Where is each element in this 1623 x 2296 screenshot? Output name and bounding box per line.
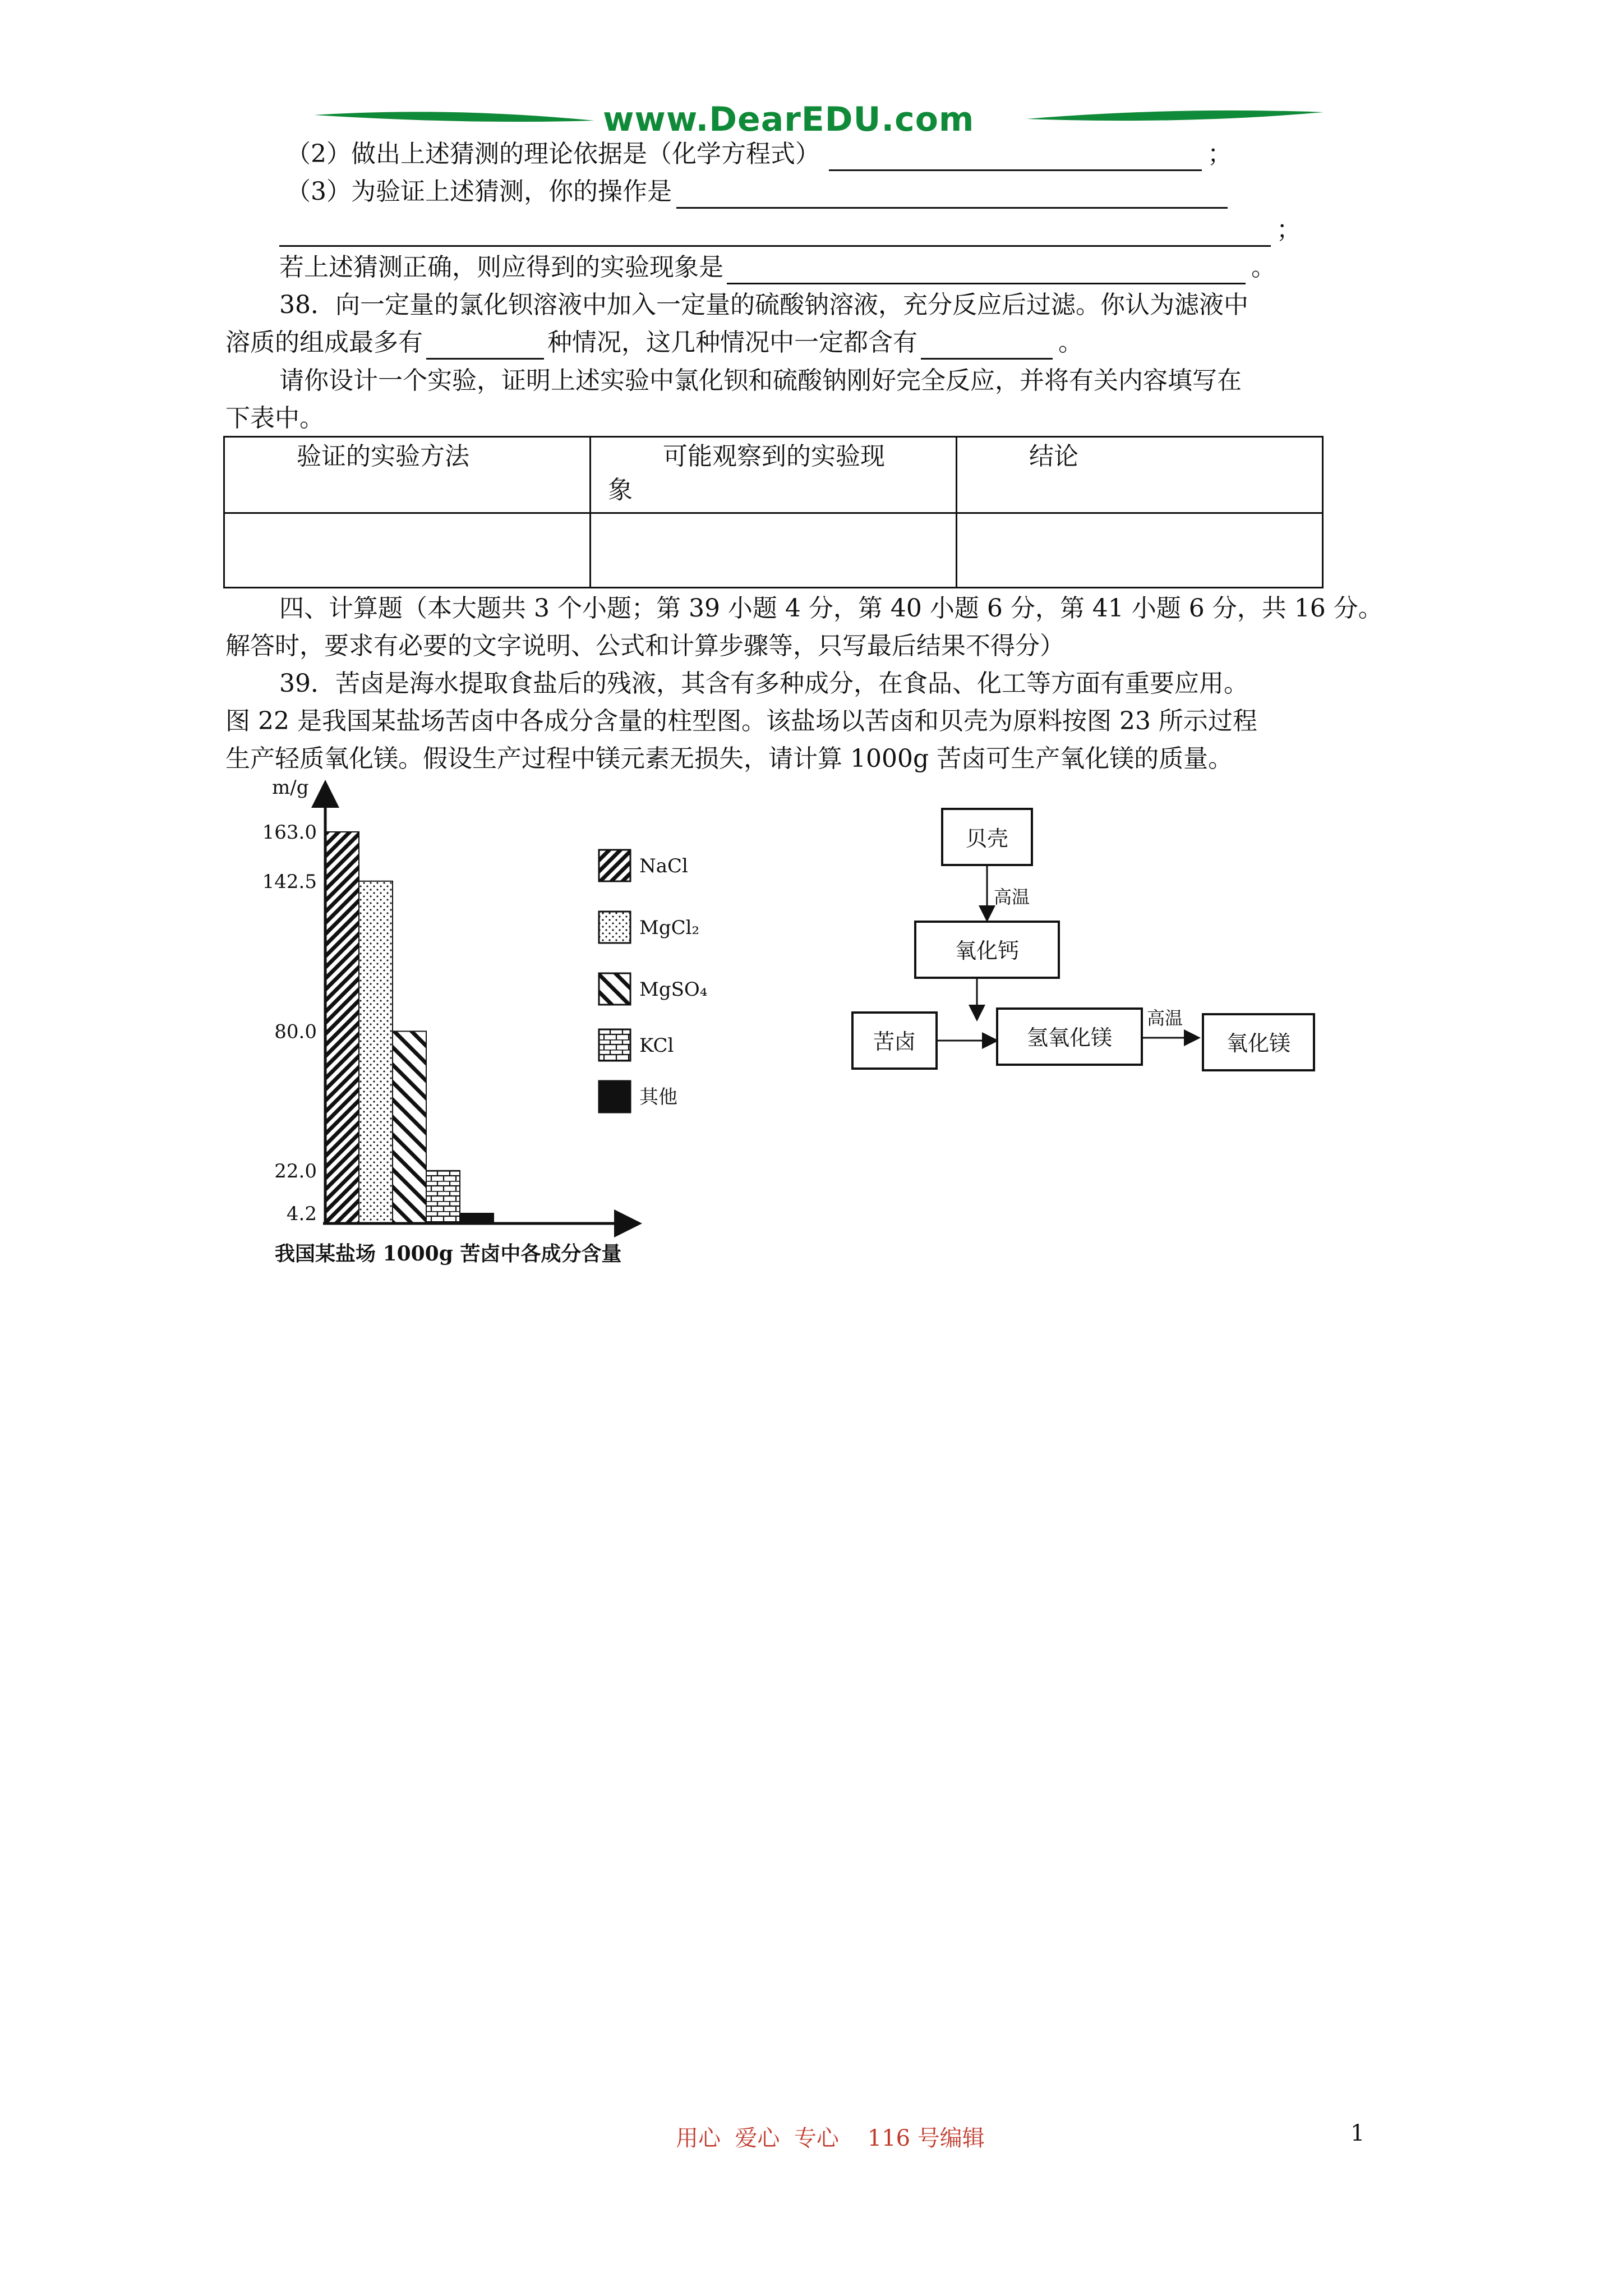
flow-cao-label: 氧化钙: [955, 938, 1020, 963]
tick-label-2: 80.0: [274, 1020, 317, 1043]
legend-label-3: KCl: [639, 1034, 674, 1057]
table-header-phenomenon: 可能观察到的实验现 象: [591, 437, 957, 513]
table-cell-phenomenon[interactable]: [591, 513, 957, 588]
flow-high-temp-2: 高温: [1147, 1007, 1183, 1029]
legend-swatch-4: [599, 1081, 630, 1112]
header-site-link[interactable]: www.DearEDU.com: [603, 100, 975, 139]
bar-2: [393, 1031, 426, 1223]
q38-end: 。: [1058, 328, 1083, 357]
table-cell-conclusion[interactable]: [957, 513, 1323, 588]
experiment-table: [223, 436, 1324, 588]
flow-mgo-label: 氧化镁: [1226, 1031, 1291, 1056]
q39-line-1: 39．苦卤是海水提取食盐后的残液，其含有多种成分，在食品、化工等方面有重要应用。: [279, 669, 1248, 698]
q38-text-2: 种情况，这几种情况中一定都含有: [547, 328, 917, 357]
header-left-wave: [314, 112, 594, 122]
q3-answer-blank[interactable]: [676, 182, 1228, 209]
legend-swatch-1: [599, 912, 630, 943]
phenomenon-answer-blank[interactable]: [727, 258, 1246, 284]
tick-label-1: 142.5: [262, 870, 317, 893]
brine-composition-chart: [224, 776, 708, 1271]
design-line-2: 下表中。: [225, 404, 324, 432]
phenomenon-text: 若上述猜测正确，则应得到的实验现象是: [279, 253, 723, 282]
phenomenon-line: [279, 251, 1276, 284]
q38-line-2: [225, 326, 1083, 360]
table-header-conclusion: 结论: [957, 437, 1323, 513]
bar-4: [460, 1213, 494, 1223]
q3-answer-blank-2[interactable]: [279, 220, 1271, 247]
section4-line-1: 四、计算题（本大题共 3 个小题；第 39 小题 4 分，第 40 小题 6 分，第 41 小题 6 分，共 16 分。: [279, 594, 1383, 623]
footer-editor-note: 用心 爱心 专心 116 号编辑: [676, 2125, 985, 2151]
bar-1: [359, 881, 393, 1223]
q3-continuation: [279, 213, 1301, 247]
flow-brine-label: 苦卤: [873, 1029, 916, 1054]
process-flow-diagram: [852, 808, 1324, 1088]
q39-line-2: 图 22 是我国某盐场苦卤中各成分含量的柱型图。该盐场以苦卤和贝壳为原料按图 23 所示过程: [225, 707, 1257, 735]
legend-label-0: NaCl: [639, 855, 688, 877]
q38-count-blank[interactable]: [426, 333, 544, 360]
page-number: 1: [1350, 2120, 1365, 2146]
chart-xlabel: 我国某盐场 1000g 苦卤中各成分含量: [275, 1242, 622, 1266]
bar-0: [325, 832, 359, 1223]
table-cell-method[interactable]: [224, 513, 591, 588]
tick-label-3: 22.0: [274, 1159, 317, 1182]
legend-swatch-3: [599, 1029, 630, 1061]
bar-3: [426, 1171, 460, 1223]
legend-label-4: 其他: [639, 1086, 677, 1108]
tick-label-0: 163.0: [262, 821, 317, 844]
q38-line-1: 38．向一定量的氯化钡溶液中加入一定量的硫酸钠溶液，充分反应后过滤。你认为滤液中: [279, 291, 1248, 319]
header-right-wave: [1026, 111, 1324, 121]
q38-text-1: 溶质的组成最多有: [225, 328, 423, 357]
section4-line-2: 解答时，要求有必要的文字说明、公式和计算步骤等，只写最后结果不得分）: [225, 632, 1064, 660]
legend-swatch-0: [599, 850, 630, 881]
flow-mgoh2-label: 氢氧化镁: [1026, 1025, 1113, 1050]
legend-label-1: MgCl₂: [639, 917, 700, 939]
chart-ylabel: m/g: [272, 776, 309, 799]
q3-text: （3）为验证上述猜测，你的操作是: [286, 177, 672, 206]
q2-text: （2）做出上述猜测的理论依据是（化学方程式）: [286, 140, 820, 168]
flow-high-temp-1: 高温: [994, 886, 1030, 908]
q3-end: ；: [1276, 215, 1301, 244]
table-header-method: 验证的实验方法: [224, 437, 591, 513]
tick-label-4: 4.2: [286, 1203, 317, 1226]
phenomenon-end: 。: [1251, 253, 1276, 282]
design-line-1: 请你设计一个实验，证明上述实验中氯化钡和硫酸钠刚好完全反应，并将有关内容填写在: [279, 366, 1242, 395]
q39-line-3: 生产轻质氧化镁。假设生产过程中镁元素无损失，请计算 1000g 苦卤可生产氧化镁的质量。: [225, 744, 1233, 773]
legend-label-2: MgSO₄: [639, 978, 708, 1001]
flow-shell-label: 贝壳: [965, 826, 1009, 851]
q2-end: ；: [1207, 140, 1232, 168]
q2-answer-blank[interactable]: [829, 145, 1202, 171]
legend-swatch-2: [599, 973, 630, 1005]
q3-line: [286, 175, 1228, 209]
q2-line: [286, 137, 1232, 171]
q38-solute-blank[interactable]: [921, 333, 1053, 360]
